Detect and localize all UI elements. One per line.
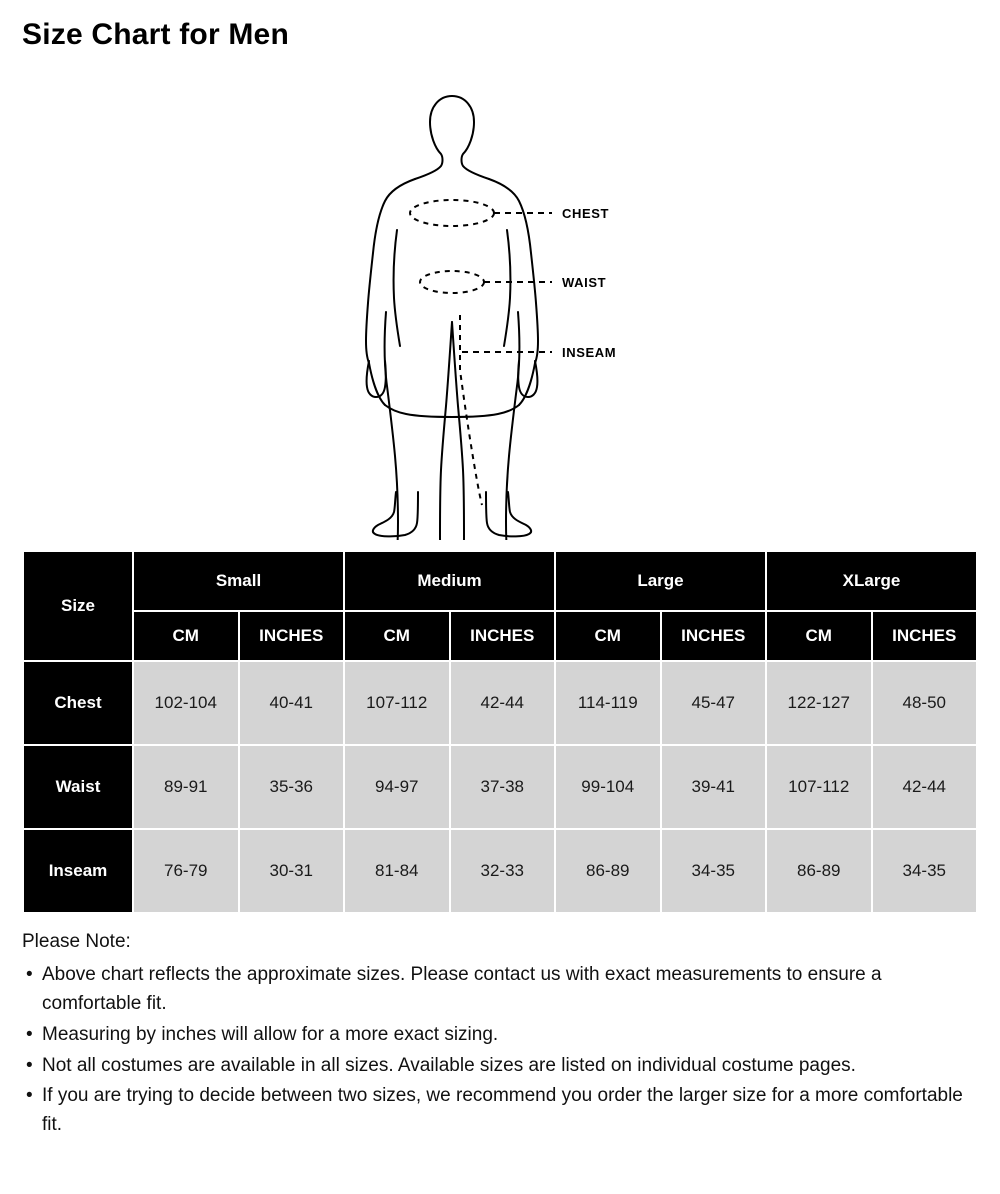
cell-inseam-medium-cm: 81-84 [344, 829, 450, 913]
size-table-container [22, 550, 978, 914]
group-header-medium: Medium [344, 551, 555, 611]
group-header-xlarge: XLarge [766, 551, 977, 611]
cell-waist-medium-cm: 94-97 [344, 745, 450, 829]
cell-chest-large-cm: 114-119 [555, 661, 661, 745]
table-row [23, 745, 977, 829]
row-label-waist: Waist [23, 745, 133, 829]
table-row [23, 829, 977, 913]
size-table [22, 550, 978, 914]
group-header-small: Small [133, 551, 344, 611]
cell-chest-xlarge-cm: 122-127 [766, 661, 872, 745]
list-item: • Measuring by inches will allow for a more exact sizing. [22, 1021, 982, 1050]
list-item: • Not all costumes are available in all sizes. Available sizes are listed on individual costume pages. [22, 1052, 982, 1081]
page-title: Size Chart for Men [22, 18, 289, 51]
row-label-chest: Chest [23, 661, 133, 745]
male-body-outline [366, 96, 538, 540]
unit-header-large-inches: INCHES [661, 611, 767, 661]
cell-waist-small-inches: 35-36 [239, 745, 345, 829]
unit-header-small-cm: CM [133, 611, 239, 661]
notes-heading: Please Note: [22, 931, 131, 952]
chest-measure-line [410, 200, 494, 226]
cell-chest-medium-inches: 42-44 [450, 661, 556, 745]
cell-chest-medium-cm: 107-112 [344, 661, 450, 745]
list-item: • If you are trying to decide between two sizes, we recommend you order the larger size for a more comfortable fit. [22, 1082, 982, 1140]
table-header-row-groups [23, 551, 977, 611]
unit-header-large-cm: CM [555, 611, 661, 661]
cell-chest-small-inches: 40-41 [239, 661, 345, 745]
notes-section [22, 928, 982, 1142]
inseam-label: INSEAM [562, 345, 617, 360]
cell-waist-large-inches: 39-41 [661, 745, 767, 829]
cell-waist-xlarge-cm: 107-112 [766, 745, 872, 829]
table-corner-size-label: Size [23, 551, 133, 661]
cell-inseam-small-inches: 30-31 [239, 829, 345, 913]
unit-header-xlarge-inches: INCHES [872, 611, 978, 661]
cell-inseam-large-cm: 86-89 [555, 829, 661, 913]
table-row [23, 661, 977, 745]
waist-measure-line [420, 271, 484, 293]
table-header-row-units [23, 611, 977, 661]
cell-waist-xlarge-inches: 42-44 [872, 745, 978, 829]
chest-label: CHEST [562, 206, 610, 221]
unit-header-small-inches: INCHES [239, 611, 345, 661]
cell-inseam-medium-inches: 32-33 [450, 829, 556, 913]
cell-chest-small-cm: 102-104 [133, 661, 239, 745]
list-item: • Above chart reflects the approximate sizes. Please contact us with exact measurements to ensure a comfortable fit. [22, 961, 982, 1019]
body-measurement-diagram [0, 70, 1000, 540]
cell-inseam-xlarge-cm: 86-89 [766, 829, 872, 913]
cell-inseam-large-inches: 34-35 [661, 829, 767, 913]
unit-header-medium-cm: CM [344, 611, 450, 661]
cell-waist-medium-inches: 37-38 [450, 745, 556, 829]
group-header-large: Large [555, 551, 766, 611]
unit-header-xlarge-cm: CM [766, 611, 872, 661]
cell-inseam-small-cm: 76-79 [133, 829, 239, 913]
row-label-inseam: Inseam [23, 829, 133, 913]
waist-label: WAIST [562, 275, 607, 290]
cell-waist-large-cm: 99-104 [555, 745, 661, 829]
cell-chest-large-inches: 45-47 [661, 661, 767, 745]
notes-list [22, 961, 982, 1140]
cell-inseam-xlarge-inches: 34-35 [872, 829, 978, 913]
cell-waist-small-cm: 89-91 [133, 745, 239, 829]
unit-header-medium-inches: INCHES [450, 611, 556, 661]
cell-chest-xlarge-inches: 48-50 [872, 661, 978, 745]
